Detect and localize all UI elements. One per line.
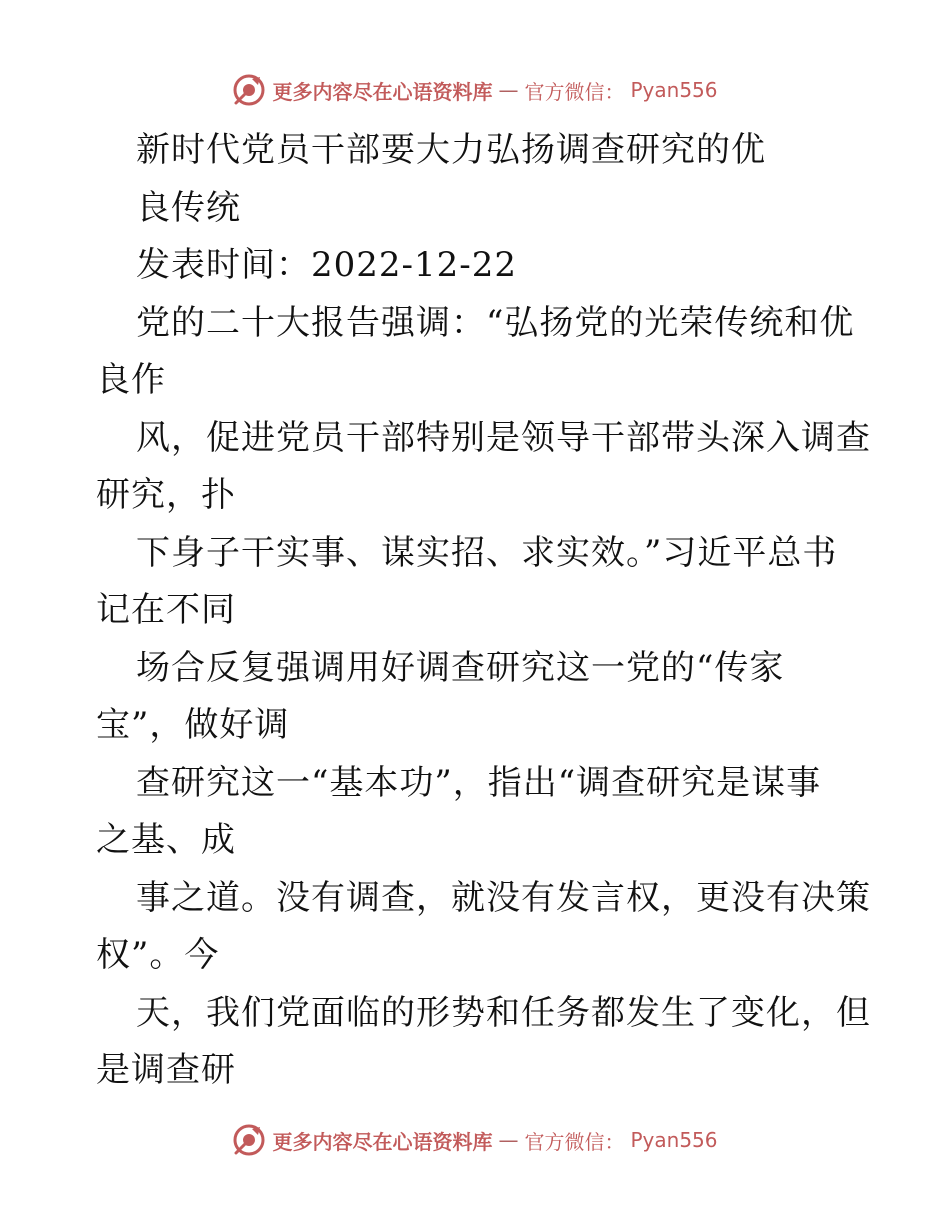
article-line: 党的二十大报告强调：“弘扬党的光荣传统和优 [136,302,855,343]
article-line: 是调查研 [96,1050,236,1090]
watermark-site-text: 更多内容尽在心语资料库 [272,1129,493,1154]
watermark-label: 官方微信： [524,1129,625,1154]
article-line: 场合反复强调用好调查研究这一党的“传家 [136,647,785,688]
watermark-label: 官方微信： [524,79,625,104]
article-line: 发表时间：2022-12-22 [136,245,518,285]
article-line: 新时代党员干部要大力弘扬调查研究的优 [136,130,766,170]
article-line: 记在不同 [96,590,236,630]
article-line: 之基、成 [96,820,236,860]
pen-logo-icon [232,73,266,107]
article-line: 风，促进党员干部特别是领导干部带头深入调查 [136,417,871,458]
watermark-dash: — [498,1128,519,1152]
article-line: 下身子干实事、谋实招、求实效。”习近平总书 [136,532,838,573]
article-line: 良作 [96,360,166,400]
article-line: 事之道。没有调查，就没有发言权，更没有决策 [136,877,871,918]
watermark-wechat-id: Pyan556 [630,1128,718,1152]
article-line: 宝”，做好调 [96,705,290,745]
footer-watermark [0,1120,950,1160]
watermark-wechat-id: Pyan556 [630,78,718,102]
article-line: 权”。今 [96,935,220,975]
article-line: 研究，扑 [96,475,236,515]
article-line: 天，我们党面临的形势和任务都发生了变化，但 [136,992,871,1033]
article-line: 查研究这一“基本功”，指出“调查研究是谋事 [136,762,822,803]
header-watermark [0,70,950,110]
article-body [96,122,871,1100]
watermark-site-text: 更多内容尽在心语资料库 [272,79,493,104]
watermark-dash: — [498,78,519,102]
article-line: 良传统 [136,187,241,228]
pen-logo-icon [232,1123,266,1157]
